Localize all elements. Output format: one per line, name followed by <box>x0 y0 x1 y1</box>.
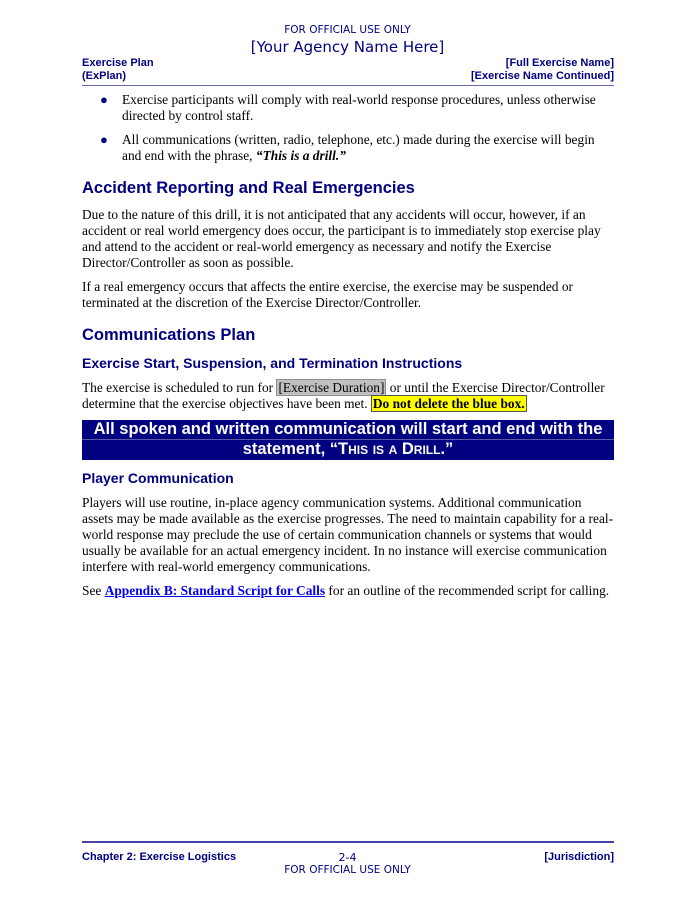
page-content <box>82 92 614 607</box>
classification-footer: FOR OFFICIAL USE ONLY <box>284 864 411 876</box>
bullet-icon: ● <box>100 92 108 107</box>
footer-chapter: Chapter 2: Exercise Logistics <box>82 851 237 863</box>
drill-notice-box: All spoken and written communication will start and end with the statement, “This is a Drill.” <box>82 420 614 460</box>
header-doc-type: Exercise Plan <box>82 57 154 69</box>
blue-box-warning: Do not delete the blue box. <box>372 396 525 411</box>
appendix-b-link[interactable]: Appendix B: Standard Script for Calls <box>104 583 326 598</box>
header-exercise-name: [Full Exercise Name] <box>505 57 614 69</box>
accident-paragraph-1: Due to the nature of this drill, it is not anticipated that any accidents will occur, however, if an accident or real world emergency does occur, the participant is to immediately stop exercise play and attend to the accident or real-world emergency as necessary and notify the Exercise Director/Controller as soon as possible. <box>82 207 601 270</box>
footer-divider <box>82 841 614 843</box>
player-communication-paragraph: Players will use routine, in-place agency communication systems. Additional communication assets may be made available as the exercise progresses. The need to maintain capability for a real-world response may preclude the use of certain communication channels or systems that would usually be available for an actual emergency incident. In no instance will exercise communication interfere with real-world emergency communications. <box>82 495 614 574</box>
page-number: 2-4 <box>338 851 357 864</box>
list-item: ● All communications (written, radio, telephone, etc.) made during the exercise will begin and end with the phrase, “This is a drill.” <box>100 132 595 163</box>
bullet-list <box>82 92 614 164</box>
schedule-paragraph: The exercise is scheduled to run for [Exercise Duration] or until the Exercise Director/Controller determine that the exercise objectives have been met. Do not delete the blue box. <box>82 380 605 411</box>
drill-phrase: “This is a drill.” <box>255 148 346 163</box>
header-left <box>82 57 154 83</box>
section-heading-communications: Communications Plan <box>82 326 256 344</box>
header-doc-abbrev: (ExPlan) <box>82 70 127 82</box>
appendix-reference-paragraph: See Appendix B: Standard Script for Calls for an outline of the recommended script for calling. <box>82 583 610 598</box>
footer-jurisdiction: [Jurisdiction] <box>544 851 614 863</box>
bullet-icon: ● <box>100 132 108 147</box>
exercise-duration-field[interactable]: [Exercise Duration] <box>278 380 385 395</box>
agency-name: [Your Agency Name Here] <box>250 38 445 56</box>
header-right <box>471 57 614 83</box>
subheading-player-communication: Player Communication <box>82 470 234 486</box>
classification-header: FOR OFFICIAL USE ONLY <box>284 24 411 36</box>
accident-paragraph-2: If a real emergency occurs that affects the entire exercise, the exercise may be suspended or terminated at the discretion of the Exercise Director/Controller. <box>82 279 574 310</box>
list-item: ● Exercise participants will comply with real-world response procedures, unless otherwise directed by control staff. <box>100 92 596 123</box>
header-divider <box>82 85 614 86</box>
subheading-start-suspension: Exercise Start, Suspension, and Termination Instructions <box>82 355 463 371</box>
section-heading-accident: Accident Reporting and Real Emergencies <box>82 179 415 197</box>
header-exercise-name-continued: [Exercise Name Continued] <box>470 70 614 82</box>
